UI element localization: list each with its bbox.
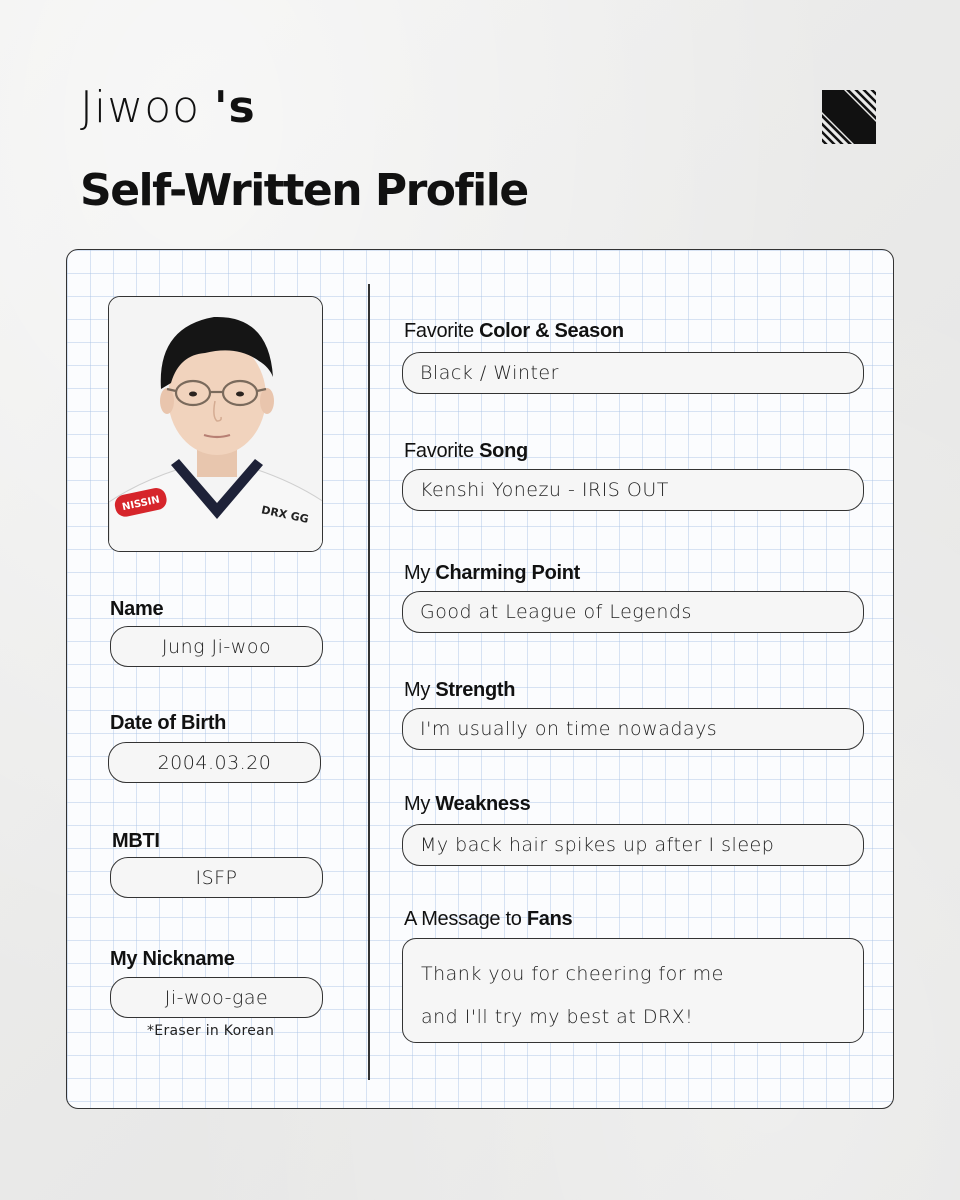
jersey-sponsor-text: NISSIN [121,494,161,514]
jersey-brand-text: DRX GG [260,503,310,527]
owner-name-text: Jiwoo [80,82,201,133]
drx-logo-icon [822,90,876,144]
strength-field: I'm usually on time nowadays [402,708,864,750]
page-title: Self-Written Profile [80,165,528,216]
birth-field: 2004.03.20 [108,742,321,783]
message-field [402,938,864,1043]
nickname-field: Ji-woo-gae [110,977,323,1018]
mbti-label: MBTI [112,830,160,852]
mbti-field: ISFP [110,857,323,898]
birth-label: Date of Birth [110,712,227,734]
charming-point-field: Good at League of Legends [402,591,864,633]
message-label: A Message to Fans [404,908,573,930]
color-season-label: Favorite Color & Season [404,320,624,342]
charming-point-label: My Charming Point [404,562,581,584]
weakness-field: My back hair spikes up after I sleep [402,824,864,866]
strength-label: My Strength [404,679,516,701]
column-divider [368,284,370,1080]
name-field: Jung Ji-woo [110,626,323,667]
nickname-label: My Nickname [110,948,235,970]
message-line-2: and I'll try my best at DRX! [421,1006,694,1028]
profile-owner-name [80,82,256,133]
possessive-suffix: 's [214,82,256,133]
message-line-1: Thank you for cheering for me [421,963,724,985]
nickname-note: *Eraser in Korean [147,1023,275,1039]
song-label: Favorite Song [404,440,528,462]
profile-photo [108,296,323,552]
portrait-illustration [109,297,323,552]
weakness-label: My Weakness [404,793,531,815]
color-season-field: Black / Winter [402,352,864,394]
name-label: Name [110,598,164,620]
profile-card [66,249,894,1109]
song-field: Kenshi Yonezu - IRIS OUT [402,469,864,511]
